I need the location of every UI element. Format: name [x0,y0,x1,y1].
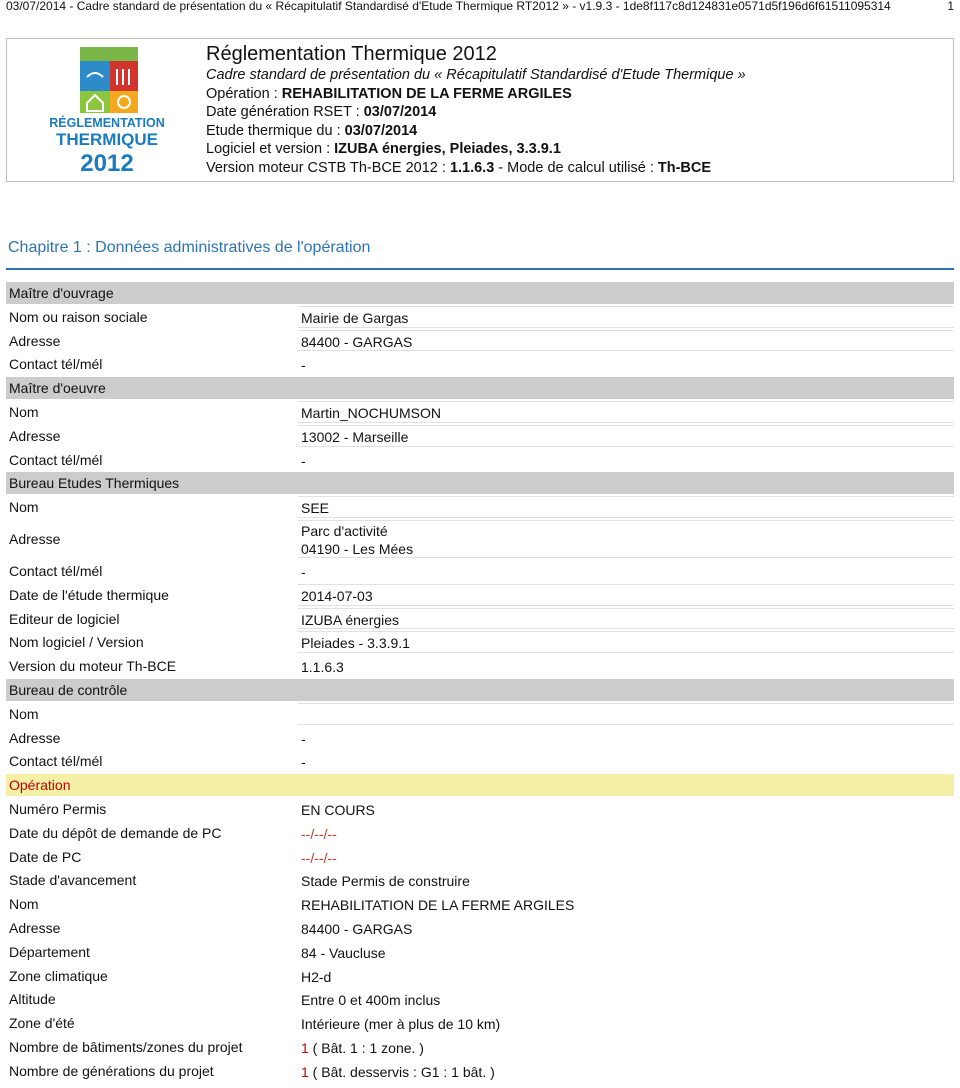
table-row: Altitude Entre 0 et 400m inclus [6,988,954,1010]
table-row: Contact tél/mél - [6,449,954,471]
section-maitre-ouvrage: Maître d'ouvrage [6,282,954,304]
chapter-heading [6,236,954,270]
svg-text:THERMIQUE: THERMIQUE [56,130,158,149]
section-maitre-oeuvre: Maître d'oeuvre [6,377,954,399]
document-title: Réglementation Thermique 2012 [206,43,497,65]
header-logiciel: Logiciel et version : IZUBA énergies, Pleiades, 3.3.9.1 [206,141,561,158]
table-row: Zone d'été Intérieure (mer à plus de 10 km) [6,1012,954,1034]
table-row: Version du moteur Th-BCE 1.1.6.3 [6,655,954,677]
table-row: Date de l'étude thermique 2014-07-03 [6,584,954,606]
chapter-title: Chapitre 1 : Données administratives de l'opération [8,239,371,256]
table-row: Zone climatique H2-d [6,965,954,987]
svg-text:RÉGLEMENTATION: RÉGLEMENTATION [49,116,165,130]
table-row: Nom ou raison sociale Mairie de Gargas [6,306,954,328]
table-row: Nom logiciel / Version Pleiades - 3.3.9.1 [6,631,954,653]
document-reference: 03/07/2014 - Cadre standard de présentation du « Récapitulatif Standardisé d'Etude Thermique RT2012 » - v1.9.3 - 1de8f117c8d124831e0571d5f196d6f61511095314 [6,0,891,13]
table-row: Nom SEE [6,496,954,518]
table-row: Adresse - [6,727,954,749]
section-bureau-controle: Bureau de contrôle [6,679,954,701]
document-header [6,38,954,182]
table-row: Nombre de bâtiments/zones du projet 1 ( Bât. 1 : 1 zone. ) [6,1036,954,1058]
table-row: Nom REHABILITATION DE LA FERME ARGILES [6,893,954,915]
table-row: Adresse 13002 - Marseille [6,425,954,447]
table-row: Nom Martin_NOCHUMSON [6,401,954,423]
table-row: Adresse Parc d'activité 04190 - Les Mées [6,520,954,558]
section-bureau-etudes: Bureau Etudes Thermiques [6,472,954,494]
header-text-block [206,41,746,178]
table-row: Adresse 84400 - GARGAS [6,330,954,352]
table-row: Nom [6,703,954,725]
rt2012-logo [47,47,167,175]
section-operation: Opération [6,774,954,796]
document-subtitle: Cadre standard de présentation du « Récapitulatif Standardisé d'Etude Thermique » [206,67,746,83]
header-moteur: Version moteur CSTB Th-BCE 2012 : 1.1.6.3 - Mode de calcul utilisé : Th-BCE [206,159,712,176]
header-etude-date: Etude thermique du : 03/07/2014 [206,122,418,139]
table-row: Editeur de logiciel IZUBA énergies [6,608,954,630]
table-row: Numéro Permis EN COURS [6,798,954,820]
table-row: Contact tél/mél - [6,560,954,582]
table-row: Nombre de générations du projet 1 ( Bât. desservis : G1 : 1 bât. ) [6,1060,954,1082]
table-row: Contact tél/mél - [6,353,954,375]
header-date-rset: Date génération RSET : 03/07/2014 [206,104,437,121]
svg-text:2012: 2012 [80,150,134,175]
admin-data-table [6,282,954,1084]
table-row: Date de PC --/--/-- [6,846,954,868]
header-operation: Opération : REHABILITATION DE LA FERME ARGILES [206,85,572,102]
table-row: Date du dépôt de demande de PC --/--/-- [6,822,954,844]
table-row: Département 84 - Vaucluse [6,941,954,963]
table-row: Stade d'avancement Stade Permis de construire [6,869,954,891]
page-header-line [6,0,954,12]
table-row: Contact tél/mél - [6,750,954,772]
table-row: Adresse 84400 - GARGAS [6,917,954,939]
page-number: 1 [947,0,954,13]
